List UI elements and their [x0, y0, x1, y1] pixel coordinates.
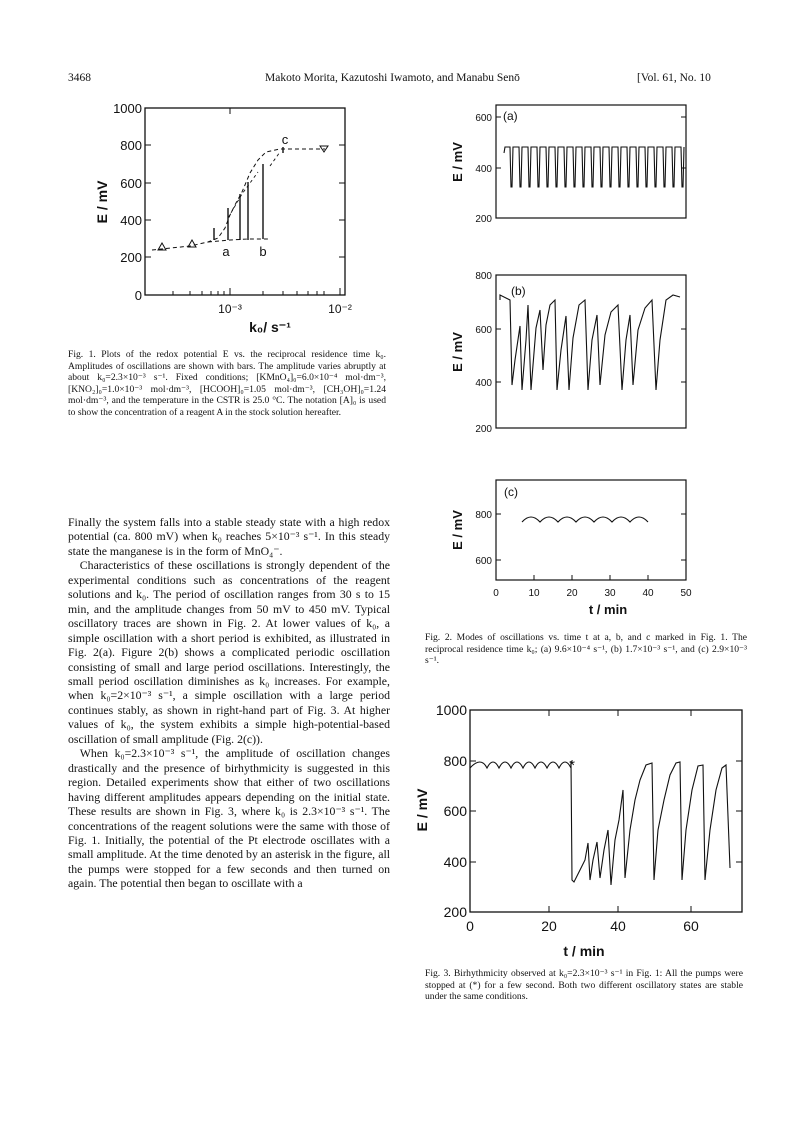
fig2c-ylabel: E / mV: [450, 510, 465, 550]
fig1-frame: [145, 108, 345, 295]
running-head-authors: Makoto Morita, Kazutoshi Iwamoto, and Manabu Senō: [265, 72, 520, 84]
paragraph-3: When k₀=2.3×10⁻³ s⁻¹, the amplitude of oscillation changes drastically and the presence of birhythmicity is suggested in this region. Detailed experiments show that either of two oscillations having different amplitudes appears depending on the initial state. These results are shown in Fig. 3, where k₀ is 2.3×10⁻³ s⁻¹. The concentrations of the reagent solutions were the same with those of Fig. 1. Initially, the potential of the Pt electrode oscillates with a small amplitude. At the time denoted by an asterisk in the figure, all the pumps were stopped for a few seconds and then turned on again. The potential then began to oscillate with a: [68, 746, 390, 891]
body-text: [68, 515, 390, 891]
fig2b-ytick-200: 200: [475, 424, 492, 435]
page-number: 3468: [68, 72, 91, 84]
fig2c-tick-marks: [496, 514, 686, 580]
fig2c-trace: [522, 517, 648, 522]
fig1-mark-a: a: [222, 244, 230, 259]
fig2a-ytick-400: 400: [475, 164, 492, 175]
fig2b-trace: [500, 295, 680, 390]
fig1-lower-branch: [208, 239, 270, 242]
fig2-xtick-0: 0: [493, 588, 499, 599]
fig1-xlabel: k₀/ s⁻¹: [249, 319, 291, 335]
fig2b-ytick-400: 400: [475, 378, 492, 389]
fig1-amplitude-bars: [214, 147, 283, 240]
fig3-frame: [470, 710, 742, 912]
fig3-asterisk: *: [569, 757, 575, 774]
fig1-xtick-1e-3: 10⁻³: [218, 302, 242, 316]
fig2b-panel-label: (b): [511, 284, 526, 298]
fig2b-ytick-800: 800: [475, 271, 492, 282]
fig1-xtick-1e-2: 10⁻²: [328, 302, 352, 316]
fig2-xtick-30: 30: [604, 588, 616, 599]
fig3-trace: [470, 761, 730, 885]
paragraph-2: Characteristics of these oscillations is strongly dependent of the experimental conditions such as concentrations of the reagent solutions and k₀. The period of oscillation ranges from 30 s to 15 min, and the amplitude changes from 50 mV to 450 mV. Typical oscillatory traces are shown in Fig. 2. At lower values of k₀, a simple oscillation with a short period is exhibited, as illustrated in Fig. 2(a). Figure 2(b) shows a complicated periodic oscillation consisting of small and large period oscillations. Interestingly, the small period oscillation diminishes as k₀ increases. For example, when k₀=2×10⁻³ s⁻¹, a simple oscillation with a large period continues stably, as shown in right-hand part of Fig. 3. At higher values of k₀, the system exhibits a simple high-potential-based oscillation of small amplitude (Fig. 2(c)).: [68, 558, 390, 746]
fig2c-panel-label: (c): [504, 485, 518, 499]
fig2-caption: Fig. 2. Modes of oscillations vs. time t at a, b, and c marked in Fig. 1. The reciprocal residence time k₀; (a) 9.6×10⁻⁴ s⁻¹, (b) 1.7×10⁻³ s⁻¹, and (c) 2.9×10⁻³ s⁻¹.: [425, 632, 747, 667]
fig1-ytick-0: 0: [134, 288, 142, 303]
fig1-upper-dash: [270, 152, 280, 166]
paragraph-1: Finally the system falls into a stable steady state with a high redox potential (ca. 800 mV) when k₀ reaches 5×10⁻³ s⁻¹. In this steady state the manganese is in the form of MnO₄⁻.: [68, 515, 390, 558]
fig3-tick-marks: [470, 710, 742, 912]
fig2c-ytick-600: 600: [475, 556, 492, 567]
fig2a-ylabel: E / mV: [450, 142, 465, 182]
fig1-mark-b: b: [259, 244, 267, 259]
fig1-ylabel: E / mV: [94, 180, 110, 224]
running-head-volume: [Vol. 61, No. 10: [637, 72, 711, 84]
fig1-ytick-marks: [145, 108, 345, 295]
fig2b-ytick-600: 600: [475, 325, 492, 336]
fig1-triangle-markers: [158, 146, 328, 250]
fig1-ytick-800: 800: [120, 138, 142, 153]
fig1-mid-dash: [228, 172, 258, 218]
fig2a-trace: [504, 147, 684, 187]
fig2b-ylabel: E / mV: [450, 332, 465, 372]
figure-2: [440, 100, 740, 625]
fig2-xtick-50: 50: [680, 588, 692, 599]
fig1-ytick-200: 200: [120, 250, 142, 265]
fig3-ytick-1000: 1000: [435, 702, 467, 718]
fig1-ytick-1000: 1000: [113, 101, 142, 116]
fig1-mark-c: c: [281, 132, 289, 147]
fig2a-ytick-200: 200: [475, 214, 492, 225]
fig2-xlabel: t / min: [588, 602, 628, 617]
fig1-caption: Fig. 1. Plots of the redox potential E vs. the reciprocal residence time k₀. Amplitudes of oscillations are shown with bars. The amplitude varies abruptly at about k₀=2.3×10⁻³ s⁻¹. Fixed conditions; [KMnO₄]₀=6.0×10⁻⁴ mol·dm⁻³, [KNO₂]₀=1.0×10⁻³ mol·dm⁻³, [HCOOH]₀=1.05 mol·dm⁻³, [CH₃OH]₀=1.24 mol·dm⁻³, and the temperature in the CSTR is 25.0 °C. The notation [A]₀ is used to show the concentration of a reagent A in the stock solution hereafter.: [68, 349, 386, 418]
fig2-xtick-10: 10: [528, 588, 540, 599]
fig3-ytick-200: 200: [443, 904, 467, 920]
fig3-xlabel: t / min: [563, 943, 605, 959]
fig2-xtick-40: 40: [642, 588, 654, 599]
fig1-fit-curve: [152, 149, 325, 250]
fig3-ytick-800: 800: [443, 753, 467, 769]
fig3-xtick-40: 40: [610, 918, 626, 934]
fig3-ytick-600: 600: [443, 803, 467, 819]
figure-3: [400, 700, 750, 965]
fig3-xtick-0: 0: [466, 918, 474, 934]
fig2a-ytick-600: 600: [475, 113, 492, 124]
fig3-ytick-400: 400: [443, 854, 467, 870]
fig3-xtick-60: 60: [683, 918, 699, 934]
fig2c-ytick-800: 800: [475, 510, 492, 521]
fig1-ytick-400: 400: [120, 213, 142, 228]
fig2a-panel-label: (a): [503, 109, 518, 123]
fig2-xtick-20: 20: [566, 588, 578, 599]
fig3-ylabel: E / mV: [414, 788, 430, 832]
fig3-xtick-20: 20: [541, 918, 557, 934]
fig3-caption: Fig. 3. Birhythmicity observed at k₀=2.3×10⁻³ s⁻¹ in Fig. 1: All the pumps were stopped at (*) for a few second. Both two different oscillatory states are stable under the same conditions.: [425, 968, 743, 1003]
figure-1: [80, 100, 380, 345]
fig1-ytick-600: 600: [120, 176, 142, 191]
fig2c-frame: [496, 480, 686, 580]
